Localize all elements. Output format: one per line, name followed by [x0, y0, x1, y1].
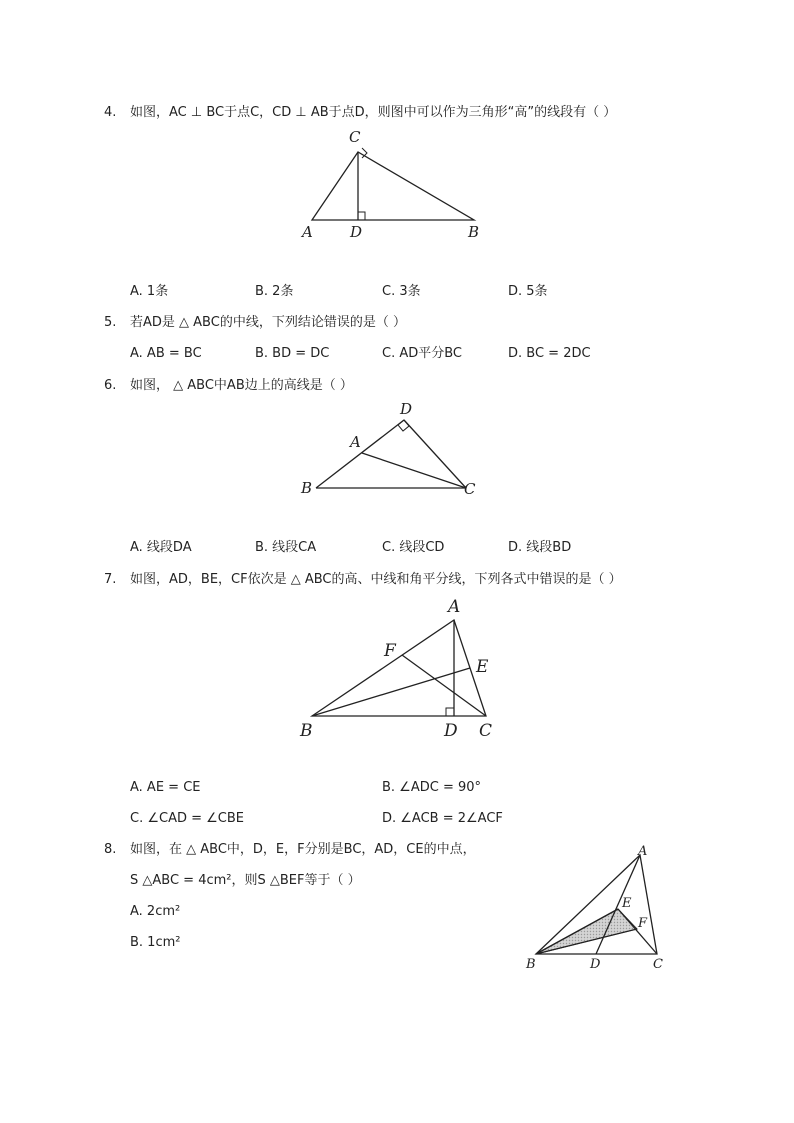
q8-number: 8. [104, 842, 117, 857]
q6-label-d: D [400, 400, 413, 418]
q8-label-e: E [622, 896, 632, 911]
q8-label-f: F [638, 916, 648, 931]
q7-label-e: E [476, 657, 489, 677]
q4-right-angle-d [358, 212, 365, 220]
q6-label-b: B [301, 479, 313, 497]
q4-triangle-abc [312, 152, 474, 220]
q8-option-b: B. 1cm² [130, 935, 181, 950]
q5-option-a: A. AB = BC [130, 346, 202, 361]
q6-label-c: C [464, 480, 476, 498]
q8-stem-line2: S △ABC = 4cm²，则S △BEF等于（ ） [130, 873, 361, 888]
q4-label-a: A [302, 223, 313, 241]
q8-option-a: A. 2cm² [130, 904, 181, 919]
q8-label-b: B [526, 957, 536, 972]
q6-number: 6. [104, 378, 117, 393]
q4-option-b: B. 2条 [255, 284, 294, 299]
q6-label-a: A [350, 433, 361, 451]
q4-figure [296, 126, 496, 244]
q6-right-angle-d [398, 420, 409, 431]
q8-label-a: A [638, 844, 648, 859]
q6-option-d: D. 线段BD [508, 540, 572, 555]
q5-option-c: C. AD平分BC [382, 346, 463, 361]
q7-option-b: B. ∠ADC = 90° [382, 780, 482, 795]
q7-right-angle-d [446, 708, 454, 716]
q7-label-c: C [479, 721, 493, 741]
q7-stem: 如图，AD，BE，CF依次是 △ ABC的高、中线和角平分线，下列各式中错误的是（ ） [130, 572, 622, 587]
q5-option-b: B. BD = DC [255, 346, 330, 361]
q7-option-c: C. ∠CAD = ∠CBE [130, 811, 244, 826]
q6-stem: 如图， △ ABC中AB边上的高线是（ ） [130, 378, 353, 393]
q6-figure [296, 400, 486, 500]
q7-figure [290, 594, 510, 744]
q7-label-d: D [444, 721, 458, 741]
q8-stem-line1: 如图，在 △ ABC中，D，E，F分别是BC，AD，CE的中点， [130, 842, 476, 857]
q4-number: 4. [104, 105, 117, 120]
q7-label-a: A [448, 597, 461, 617]
q8-label-c: C [653, 957, 663, 972]
q4-stem: 如图，AC ⊥ BC于点C，CD ⊥ AB于点D，则图中可以作为三角形“高”的线段有（ ） [130, 105, 617, 120]
q6-option-c: C. 线段CD [382, 540, 445, 555]
q6-option-a: A. 线段DA [130, 540, 192, 555]
q5-option-d: D. BC = 2DC [508, 346, 591, 361]
q4-label-c: C [349, 128, 361, 146]
q7-number: 7. [104, 572, 117, 587]
q4-option-c: C. 3条 [382, 284, 421, 299]
q8-figure [520, 840, 700, 975]
q7-triangle-abc [312, 620, 486, 716]
q7-label-f: F [384, 641, 396, 661]
q4-label-d: D [350, 223, 363, 241]
q4-label-b: B [468, 223, 480, 241]
q4-option-a: A. 1条 [130, 284, 169, 299]
q7-option-a: A. AE = CE [130, 780, 201, 795]
q6-segment-bd [316, 420, 404, 488]
q4-option-d: D. 5条 [508, 284, 548, 299]
q6-option-b: B. 线段CA [255, 540, 317, 555]
q8-segment-ad [596, 855, 640, 954]
q8-label-d: D [590, 957, 601, 972]
q5-stem: 若AD是 △ ABC的中线，下列结论错误的是（ ） [130, 315, 406, 330]
q7-option-d: D. ∠ACB = 2∠ACF [382, 811, 503, 826]
q8-shaded-triangle-bef [536, 909, 637, 954]
q5-number: 5. [104, 315, 117, 330]
q7-label-b: B [300, 721, 313, 741]
